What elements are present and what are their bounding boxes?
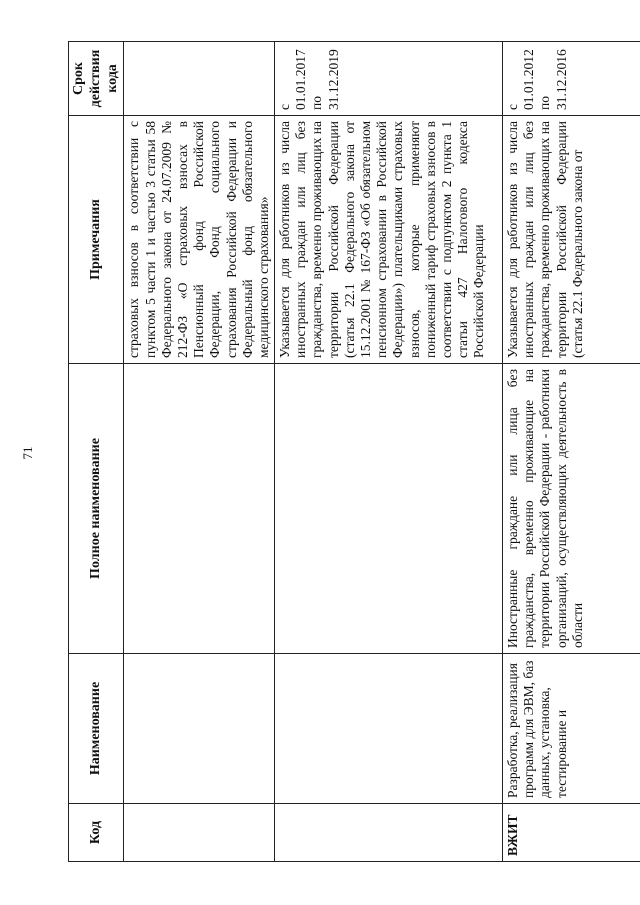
header-notes: Примечания bbox=[69, 116, 124, 364]
cell-code bbox=[124, 804, 275, 862]
cell-name bbox=[275, 654, 503, 804]
cell-notes: страховых взносов в соответствии с пунктом 5 части 1 и частью 3 статьи 58 Федерального закона от 24.07.2009 № 212-ФЗ «О страховых взносах в Пенсионный фонд Российской Федерации, Фонд социального страхования Российской Федерации и Федеральный фонд обязательного медицинского страхования» bbox=[124, 116, 275, 364]
cell-name bbox=[124, 654, 275, 804]
header-term: Срок действия кода bbox=[69, 42, 124, 116]
cell-term: с 01.01.2017 по 31.12.2019 bbox=[275, 42, 503, 116]
cell-full-name: Иностранные граждане или лица без гражданства, временно проживающие на территории Российской Федерации - работники организаций, осуществляющих деятельность в области bbox=[503, 364, 640, 654]
header-name: Наименование bbox=[69, 654, 124, 804]
cell-name: Разработка, реализация программ для ЭВМ, баз данных, установка, тестирование и bbox=[503, 654, 640, 804]
cell-term: с 01.01.2012 по 31.12.2016 bbox=[503, 42, 640, 116]
table-header-row bbox=[69, 42, 124, 862]
cell-term bbox=[124, 42, 275, 116]
header-code: Код bbox=[69, 804, 124, 862]
cell-notes: Указывается для работников из числа иностранных граждан или лиц без гражданства, временно проживающих на территории Российской Федерации (статья 22.1 Федерального закона от 15.12.2001 № 167-ФЗ «Об обязательном пенсионном страховании в Российской Федерации») плательщиками страховых взносов, которые применяют пониженный тариф страховых взносов в соответствии с подпунктом 2 пункта 1 статьи 427 Налогового кодекса Российской Федерации bbox=[275, 116, 503, 364]
page-number: 71 bbox=[20, 446, 35, 460]
cell-notes: Указывается для работников из числа иностранных граждан или лиц без гражданства, временно проживающих на территории Российской Федерации (статья 22.1 Федерального закона от bbox=[503, 116, 640, 364]
cell-code: ВЖИТ bbox=[503, 804, 640, 862]
table-row bbox=[124, 42, 275, 862]
rotated-page bbox=[68, 42, 616, 862]
table-row bbox=[275, 42, 503, 862]
table-row bbox=[503, 42, 640, 862]
cell-full-name bbox=[124, 364, 275, 654]
cell-full-name bbox=[275, 364, 503, 654]
header-full-name: Полное наименование bbox=[69, 364, 124, 654]
cell-code bbox=[275, 804, 503, 862]
codes-table bbox=[68, 41, 640, 862]
